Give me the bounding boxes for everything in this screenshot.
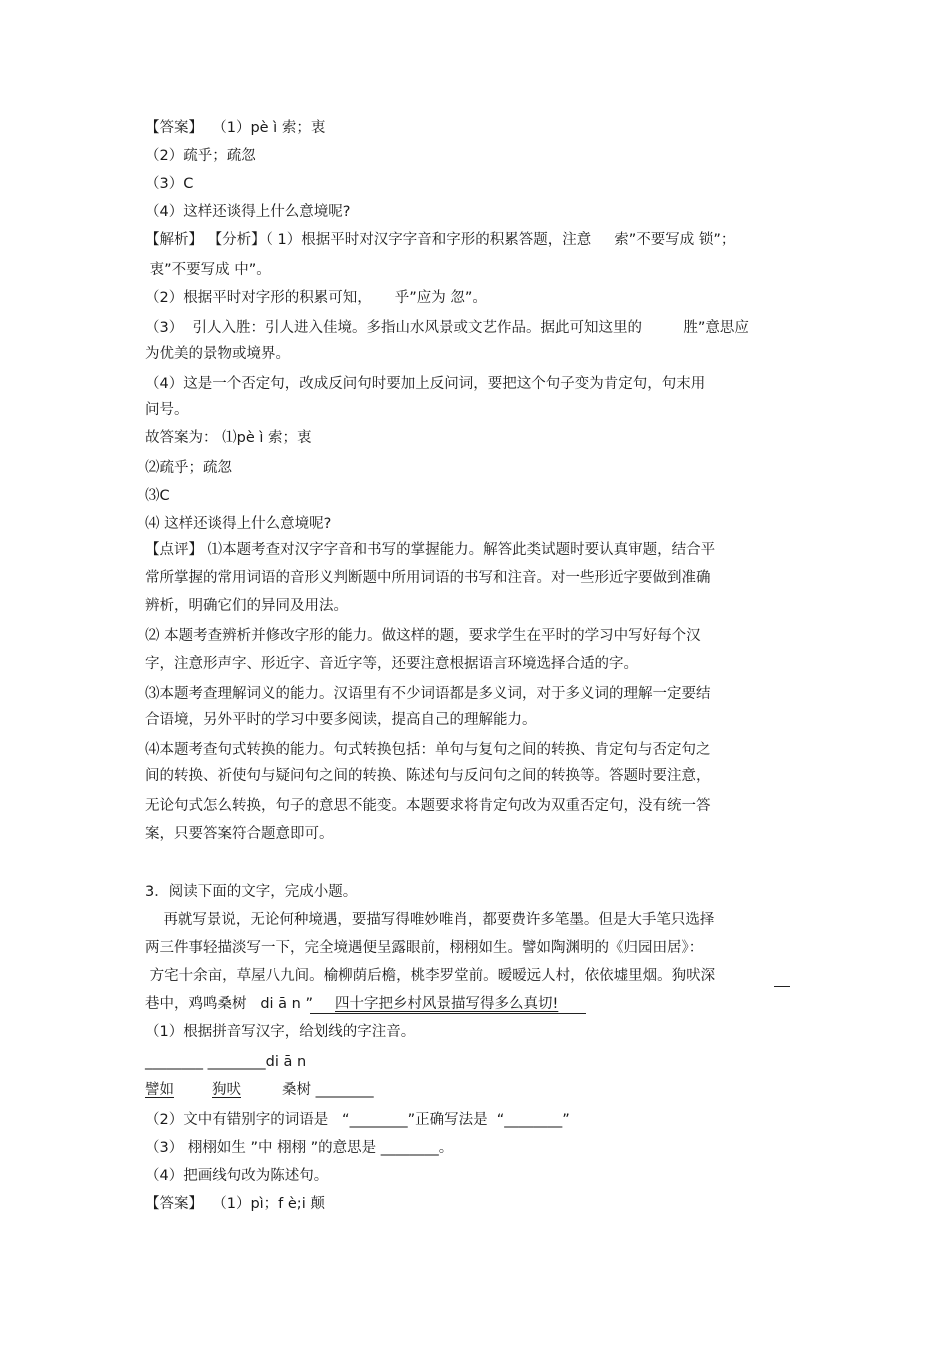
final-answer-line: ⑶C (145, 488, 170, 504)
sub-question: （2）文中有错别字的词语是 “________”正确写法是 “________” (145, 1112, 570, 1128)
sub-question: （4）把画线句改为陈述句。 (145, 1168, 329, 1184)
comment-line: ⑵ 本题考查辨析并修改字形的能力。做这样的题，要求学生在平时的学习中写好每个汉 (145, 628, 701, 644)
analysis-line: 【解析】 【分析】（ 1）根据平时对汉字字音和字形的积累答题，注意 索”不要写成 锁”； (145, 232, 736, 248)
analysis-line: 衷”不要写成 中”。 (145, 262, 271, 278)
word-piru: 譬如 (145, 1082, 174, 1098)
analysis-line: （3） 引人入胜：引人进入佳境。多指山水风景或文艺作品。据此可知这里的 胜”意思应 (145, 320, 749, 336)
final-answer-line: ⑵疏乎；疏忽 (145, 460, 232, 476)
comment-line: ⑶本题考查理解词义的能力。汉语里有不少词语都是多义词，对于多义词的理解一定要结 (145, 686, 711, 702)
underline-mark (310, 1013, 586, 1014)
analysis-line: （4）这是一个否定句，改成反问句时要加上反问词，要把这个句子变为肯定句，句末用 (145, 376, 706, 392)
word-sangshu: 桑树 ________ (282, 1082, 374, 1098)
comment-line: 辨析，明确它们的异同及用法。 (145, 598, 348, 614)
passage-line: 巷中，鸡鸣桑树 di ā n ” (145, 996, 313, 1012)
passage-line: 两三件事轻描淡写一下，完全境遇便呈露眼前，栩栩如生。譬如陶渊明的《归园田居》： (145, 940, 704, 956)
comment-line: 合语境，另外平时的学习中要多阅读，提高自己的理解能力。 (145, 712, 537, 728)
analysis-line: 问号。 (145, 402, 189, 418)
comment-line: 间的转换、祈使句与疑问句之间的转换、陈述句与反问句之间的转换等。答题时要注意， (145, 768, 711, 784)
answer-line: （2）疏乎；疏忽 (145, 148, 256, 164)
underline-mark (774, 986, 790, 987)
passage-line: 再就写景说，无论何种境遇，要描写得唯妙唯肖，都要费许多笔墨。但是大手笔只选择 (145, 912, 715, 928)
comment-line: ⑷本题考查句式转换的能力。句式转换包括：单句与复句之间的转换、肯定句与否定句之 (145, 742, 711, 758)
blank-line: ________ ________di ā n (145, 1054, 307, 1070)
answer-line: （3）C (145, 176, 194, 192)
underlined-sentence: 四十字把乡村风景描写得多么真切! (335, 996, 559, 1012)
answer-line: 【答案】 （1）pì；f è;i 颠 (145, 1196, 325, 1212)
answer-line: 【答案】 （1）pè ì 索；衷 (145, 120, 326, 136)
sub-question: （1）根据拼音写汉字，给划线的字注音。 (145, 1024, 416, 1040)
question-heading: 3．阅读下面的文字，完成小题。 (145, 884, 358, 900)
comment-line: 字，注意形声字、形近字、音近字等，还要注意根据语言环境选择合适的字。 (145, 656, 638, 672)
comment-line: 案，只要答案符合题意即可。 (145, 826, 334, 842)
comment-line: 常所掌握的常用词语的音形义判断题中所用词语的书写和注音。对一些形近字要做到准确 (145, 570, 711, 586)
comment-line: 无论句式怎么转换，句子的意思不能变。本题要求将肯定句改为双重否定句，没有统一答 (145, 798, 711, 814)
sub-question: （3） 栩栩如生 ”中 栩栩 ”的意思是 ________。 (145, 1140, 454, 1156)
final-answer-line: 故答案为： ⑴pè ì 索；衷 (145, 430, 312, 446)
answer-line: （4）这样还谈得上什么意境呢? (145, 204, 351, 220)
comment-line: 【点评】 ⑴本题考查对汉字字音和书写的掌握能力。解答此类试题时要认真审题，结合平 (145, 542, 716, 558)
analysis-line: （2）根据平时对字形的积累可知， 乎”应为 忽”。 (145, 290, 487, 306)
final-answer-line: ⑷ 这样还谈得上什么意境呢? (145, 516, 332, 532)
analysis-line: 为优美的景物或境界。 (145, 346, 290, 362)
passage-line: 方宅十余亩，草屋八九间。榆柳荫后檐，桃李罗堂前。暧暧远人村，依依墟里烟。狗吠深 (145, 968, 716, 984)
word-goufei: 狗吠 (212, 1082, 241, 1098)
